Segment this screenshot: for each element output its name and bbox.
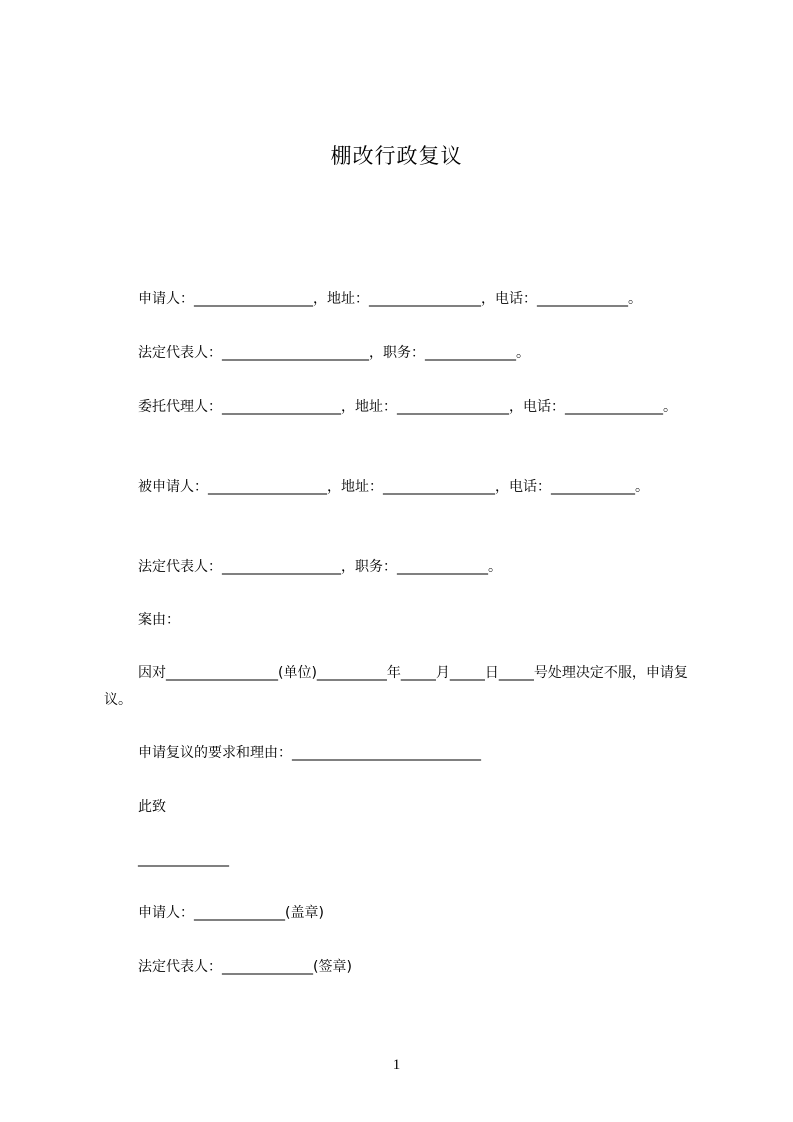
legal-representative-line: 法定代表人：_____________________，职务：_____________。 bbox=[138, 345, 530, 361]
case-cause-label: 案由： bbox=[138, 612, 180, 628]
applicant-line: 申请人：_________________，地址：________________，电话：_____________。 bbox=[138, 291, 642, 307]
legal-representative-signature-line: 法定代表人：_____________(签章) bbox=[138, 959, 352, 975]
recipient-blank-line: _____________ bbox=[138, 851, 229, 867]
respondent-legal-representative-line: 法定代表人：_________________，职务：_____________。 bbox=[138, 559, 502, 575]
requests-and-reasons-line: 申请复议的要求和理由：___________________________ bbox=[138, 745, 481, 761]
salutation-line: 此致 bbox=[138, 799, 166, 815]
applicant-seal-line: 申请人：_____________(盖章) bbox=[138, 905, 324, 921]
page-number: 1 bbox=[392, 1057, 401, 1073]
agent-line: 委托代理人：_________________，地址：________________，电话：______________。 bbox=[138, 399, 677, 415]
document-title: 棚改行政复议 bbox=[330, 144, 463, 168]
respondent-line: 被申请人：_________________，地址：________________，电话：____________。 bbox=[138, 479, 649, 495]
case-cause-line: 因对________________(单位)__________年_____月_____日_____号处理决定不服，申请复议。 bbox=[104, 665, 688, 708]
